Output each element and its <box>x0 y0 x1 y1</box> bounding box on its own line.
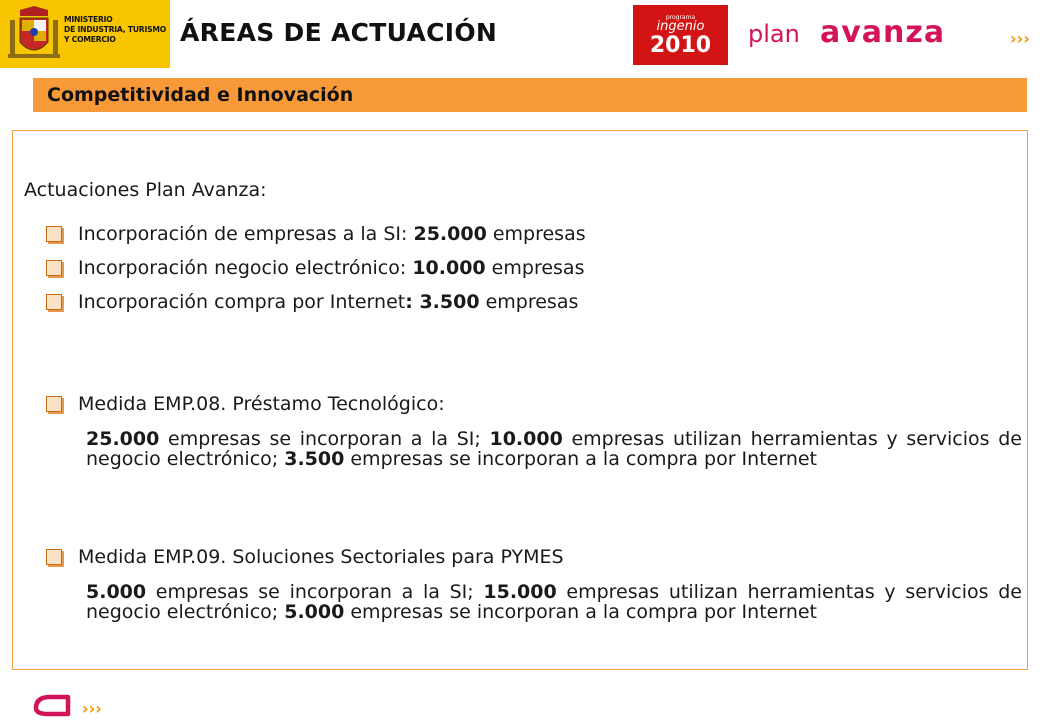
ingenio-2010-logo <box>633 5 728 65</box>
ministry-logo <box>0 0 170 68</box>
plan-avanza-logo <box>748 14 1038 54</box>
checkbox-bullet-icon <box>46 549 62 565</box>
footer-arrows: ››› <box>82 699 102 718</box>
measure-title-text: Medida EMP.08. Préstamo Tecnológico: <box>78 393 445 415</box>
checkbox-bullet-icon <box>46 294 62 310</box>
ministry-line: DE INDUSTRIA, TURISMO <box>64 25 166 34</box>
ingenio-word: ingenio <box>656 19 705 34</box>
measure-description: 5.000 empresas se incorporan a la SI; 15.000 empresas utilizan herramientas y servicios de negocio electrónico; 5.000 empresas se incorporan a la compra por Internet <box>86 581 1022 623</box>
measure-description: 25.000 empresas se incorporan a la SI; 10.000 empresas utilizan herramientas y servicios de negocio electrónico; 3.500 empresas se incorporan a la compra por Internet <box>86 428 1022 470</box>
measure-title-text: Medida EMP.09. Soluciones Sectoriales para PYMES <box>78 546 564 568</box>
checkbox-bullet-icon <box>46 396 62 412</box>
measure-title <box>46 546 564 568</box>
ingenio-small-text: programa <box>665 14 696 21</box>
bullet-item <box>46 257 584 279</box>
page-title: ÁREAS DE ACTUACIÓN <box>180 18 498 47</box>
logo-avanza-text: avanza <box>820 15 946 50</box>
bullet-text: Incorporación compra por Internet: 3.500 empresas <box>78 291 579 313</box>
measure-title <box>46 393 445 415</box>
bullet-text: Incorporación de empresas a la SI: 25.000 empresas <box>78 223 586 245</box>
section-title: Competitividad e Innovación <box>47 84 354 106</box>
avanza-footer-logo <box>32 688 122 718</box>
ingenio-year: 2010 <box>649 33 712 58</box>
ministry-name <box>64 15 168 45</box>
ministry-line: Y COMERCIO <box>64 35 116 44</box>
checkbox-bullet-icon <box>46 260 62 276</box>
checkbox-bullet-icon <box>46 226 62 242</box>
bullet-text: Incorporación negocio electrónico: 10.000 empresas <box>78 257 585 279</box>
coat-of-arms-icon <box>8 4 60 64</box>
bullet-item <box>46 223 586 245</box>
content-box <box>12 130 1028 670</box>
logo-arrows: ››› <box>1010 29 1030 48</box>
bullet-item <box>46 291 578 313</box>
intro-text: Actuaciones Plan Avanza: <box>24 179 267 201</box>
ministry-line: MINISTERIO <box>64 15 113 24</box>
section-bar <box>33 78 1027 112</box>
logo-plan-text: plan <box>748 20 800 48</box>
